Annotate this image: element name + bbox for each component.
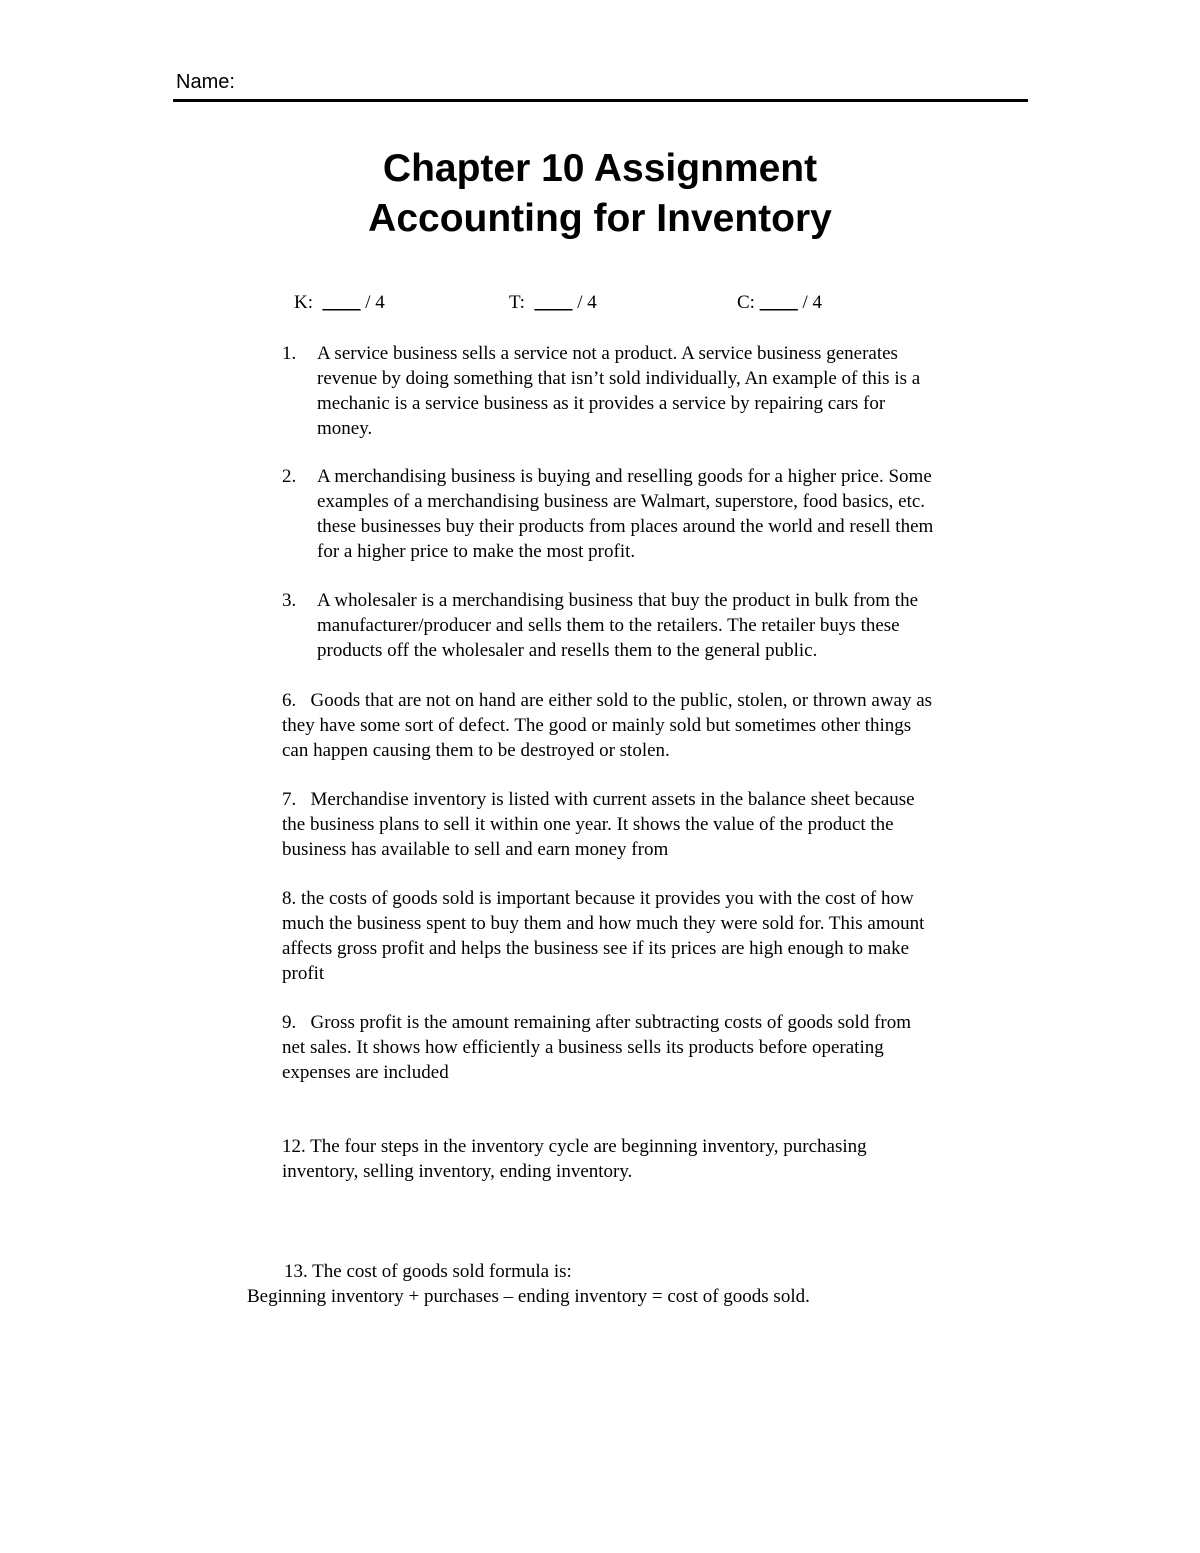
answer-line: A wholesaler is a merchandising business that buy the product in bulk from the <box>317 590 919 611</box>
answer-line: 12. The four steps in the inventory cycle are beginning inventory, purchasing <box>282 1136 867 1157</box>
answer-12 <box>282 1134 867 1184</box>
answer-number: 2. <box>282 466 297 487</box>
answer-number: 3. <box>282 590 297 611</box>
answer-line: net sales. It shows how efficiently a business sells its products before operating <box>282 1037 884 1058</box>
answer-line: affects gross profit and helps the business see if its prices are high enough to make <box>282 938 910 959</box>
name-underline <box>173 99 1028 102</box>
answer-line: they have some sort of defect. The good or mainly sold but sometimes other things <box>282 715 912 736</box>
answer-line: manufacturer/producer and sells them to the retailers. The retailer buys these <box>317 615 900 636</box>
page-subtitle: Accounting for Inventory <box>368 197 832 240</box>
answer-line: money. <box>317 418 373 439</box>
cogs-formula: Beginning inventory + purchases – ending inventory = cost of goods sold. <box>247 1286 810 1307</box>
score-c-blank: ____ <box>759 292 798 313</box>
answer-line: much the business spent to buy them and how much they were sold for. This amount <box>282 913 925 934</box>
answer-line: for a higher price to make the most profit. <box>317 541 636 562</box>
answer-line: profit <box>282 963 325 984</box>
answer-line: 7. Merchandise inventory is listed with current assets in the balance sheet because <box>282 789 915 810</box>
answer-line: business has available to sell and earn money from <box>282 839 669 860</box>
answer-line: products off the wholesaler and resells them to the general public. <box>317 640 818 661</box>
answer-line: A service business sells a service not a product. A service business generates <box>317 343 898 364</box>
answer-line: revenue by doing something that isn’t sold individually, An example of this is a <box>317 368 921 389</box>
answer-6 <box>282 688 932 763</box>
answer-9 <box>282 1010 911 1085</box>
answer-13-intro: 13. The cost of goods sold formula is: <box>284 1261 572 1282</box>
score-t-blank: ____ <box>534 292 573 313</box>
answer-line: examples of a merchandising business are Walmart, superstore, food basics, etc. <box>317 491 926 512</box>
answer-line: A merchandising business is buying and reselling goods for a higher price. Some <box>317 466 932 487</box>
answer-8 <box>282 886 924 986</box>
answer-line: these businesses buy their products from places around the world and resell them <box>317 516 934 537</box>
score-t: T: ____ / 4 <box>509 292 597 313</box>
score-k: K: ____ / 4 <box>294 292 385 313</box>
answer-line: 8. the costs of goods sold is important because it provides you with the cost of how <box>282 888 914 909</box>
name-label: Name: <box>176 71 235 93</box>
answer-line: mechanic is a service business as it provides a service by repairing cars for <box>317 393 886 414</box>
page-title: Chapter 10 Assignment <box>382 147 818 190</box>
answer-line: inventory, selling inventory, ending inventory. <box>282 1161 633 1182</box>
answer-line: 9. Gross profit is the amount remaining after subtracting costs of goods sold from <box>282 1012 912 1033</box>
score-c: C: ____ / 4 <box>737 292 822 313</box>
answer-line: can happen causing them to be destroyed or stolen. <box>282 740 670 761</box>
answer-number: 1. <box>282 343 297 364</box>
answer-line: 6. Goods that are not on hand are either sold to the public, stolen, or thrown away as <box>282 690 933 711</box>
answer-line: expenses are included <box>282 1062 449 1083</box>
answer-line: the business plans to sell it within one year. It shows the value of the product the <box>282 814 894 835</box>
score-k-blank: ____ <box>322 292 361 313</box>
answer-7 <box>282 787 915 862</box>
